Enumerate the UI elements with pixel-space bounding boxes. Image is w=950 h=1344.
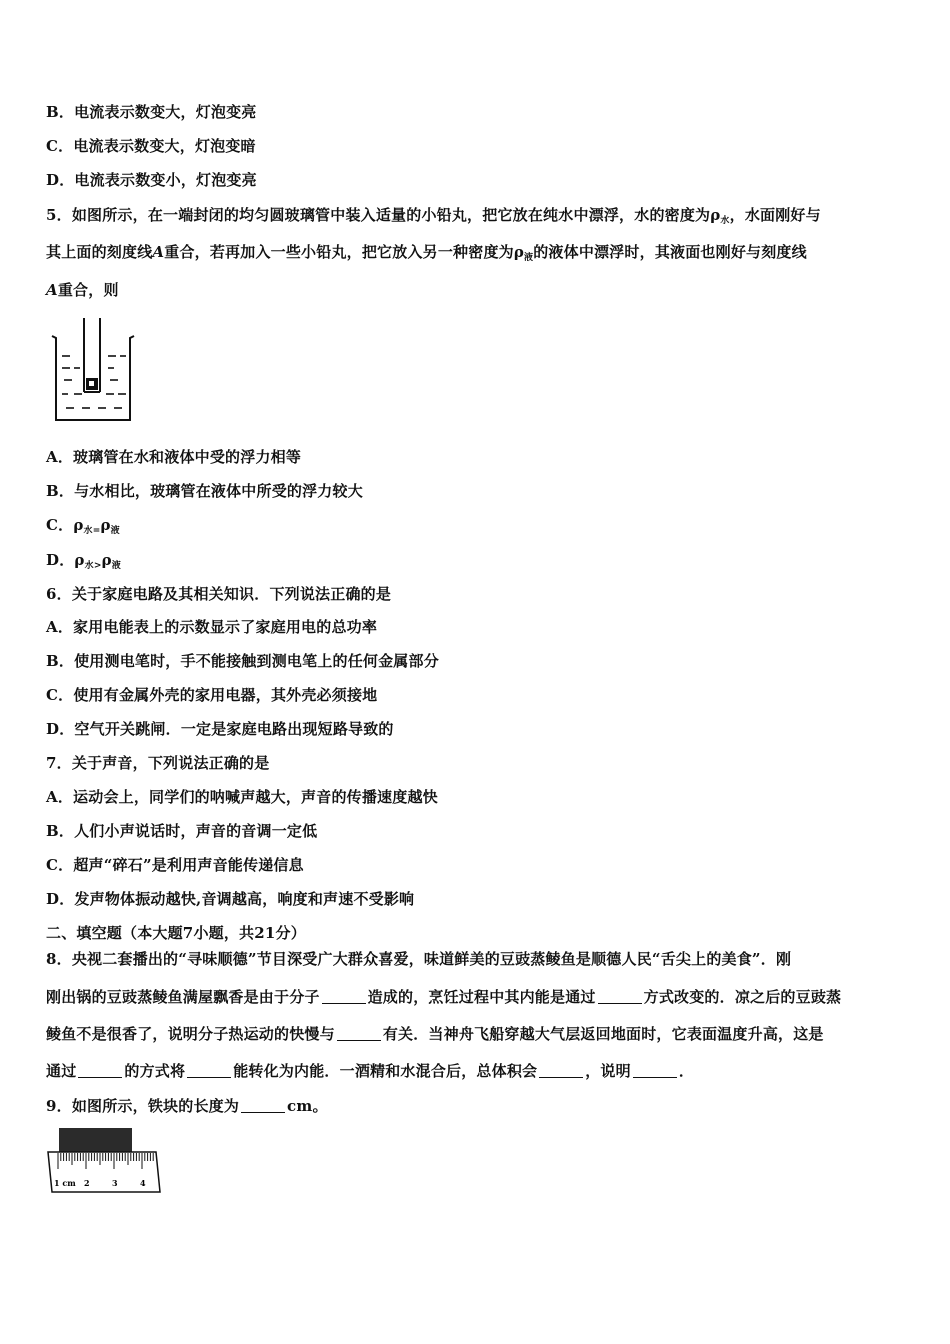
q6-option-d: D．空气开关跳闸．一定是家庭电路出现短路导致的	[46, 720, 394, 738]
beaker-figure	[48, 316, 138, 424]
q8-line4: 通过 的方式将 能转化为内能．一酒精和水混合后，总体积会 ，说明 ．	[46, 1062, 695, 1080]
q8-line2: 刚出锅的豆豉蒸鲮鱼满屋飘香是由于分子 造成的，烹饪过程中其内能是通过 方式改变的．凉之后的豆豉蒸	[46, 988, 842, 1006]
q7-stem: 7．关于声音，下列说法正确的是	[46, 754, 270, 772]
q6-option-a: A．家用电能表上的示数显示了家庭用电的总功率	[46, 618, 378, 636]
q7-option-b: B．人们小声说话时，声音的音调一定低	[46, 822, 318, 840]
q6-option-c: C．使用有金属外壳的家用电器，其外壳必须接地	[46, 686, 378, 704]
q5-option-d: D．$\rho_{水>}\rho_液$	[46, 551, 121, 571]
q5-option-b: B．与水相比，玻璃管在液体中所受的浮力较大	[46, 482, 363, 500]
q7-option-a: A．运动会上，同学们的呐喊声越大，声音的传播速度越快	[46, 788, 438, 806]
q4-option-d: D．电流表示数变小，灯泡变亮	[46, 171, 257, 189]
ruler-label-3: 3	[112, 1178, 118, 1188]
q5-stem-line2: 其上面的刻度线A重合，若再加入一些小铅丸，把它放入另一种密度为$\rho_液$的液体中漂浮时，其液面也刚好与刻度线	[46, 243, 807, 263]
answer-blank[interactable]	[337, 1025, 381, 1041]
q6-stem: 6．关于家庭电路及其相关知识．下列说法正确的是	[46, 585, 392, 603]
section-heading: 二、填空题（本大题7小题，共21分）	[46, 924, 306, 942]
iron-block	[59, 1128, 132, 1152]
q7-option-d: D．发声物体振动越快,音调越高，响度和声速不受影响	[46, 890, 415, 908]
q5-option-c: C．$\rho_{水=}\rho_液$	[46, 516, 120, 536]
q5-option-a: A．玻璃管在水和液体中受的浮力相等	[46, 448, 302, 466]
ruler-label-4: 4	[140, 1178, 146, 1188]
answer-blank[interactable]	[539, 1062, 583, 1078]
q7-option-c: C．超声“碎石”是利用声音能传递信息	[46, 856, 304, 874]
q8-line3: 鲮鱼不是很香了，说明分子热运动的快慢与 有关．当神舟飞船穿越大气层返回地面时，它表面温度升高，这是	[46, 1025, 824, 1043]
q8-line1: 8．央视二套播出的“寻味顺德”节目深受广大群众喜爱，味道鲜美的豆豉蒸鲮鱼是顺德人民“舌尖上的美食”．刚	[46, 950, 792, 968]
q5-stem-line3: A重合，则	[46, 281, 119, 299]
ruler-figure	[44, 1126, 162, 1194]
q5-stem-line1: 5．如图所示，在一端封闭的均匀圆玻璃管中装入适量的小铅丸，把它放在纯水中漂浮，水的密度为$\rho_水$，水面刚好与	[46, 206, 821, 226]
answer-blank[interactable]	[322, 988, 366, 1004]
answer-blank[interactable]	[598, 988, 642, 1004]
answer-blank[interactable]	[187, 1062, 231, 1078]
answer-blank[interactable]	[241, 1097, 285, 1113]
ruler-label-1: 1 cm	[54, 1178, 76, 1188]
q4-option-b: B．电流表示数变大，灯泡变亮	[46, 103, 257, 121]
q9-stem: 9．如图所示，铁块的长度为 cm。	[46, 1097, 328, 1115]
answer-blank[interactable]	[78, 1062, 122, 1078]
q6-option-b: B．使用测电笔时，手不能接触到测电笔上的任何金属部分	[46, 652, 439, 670]
ruler-label-2: 2	[84, 1178, 90, 1188]
answer-blank[interactable]	[633, 1062, 677, 1078]
q4-option-c: C．电流表示数变大，灯泡变暗	[46, 137, 256, 155]
